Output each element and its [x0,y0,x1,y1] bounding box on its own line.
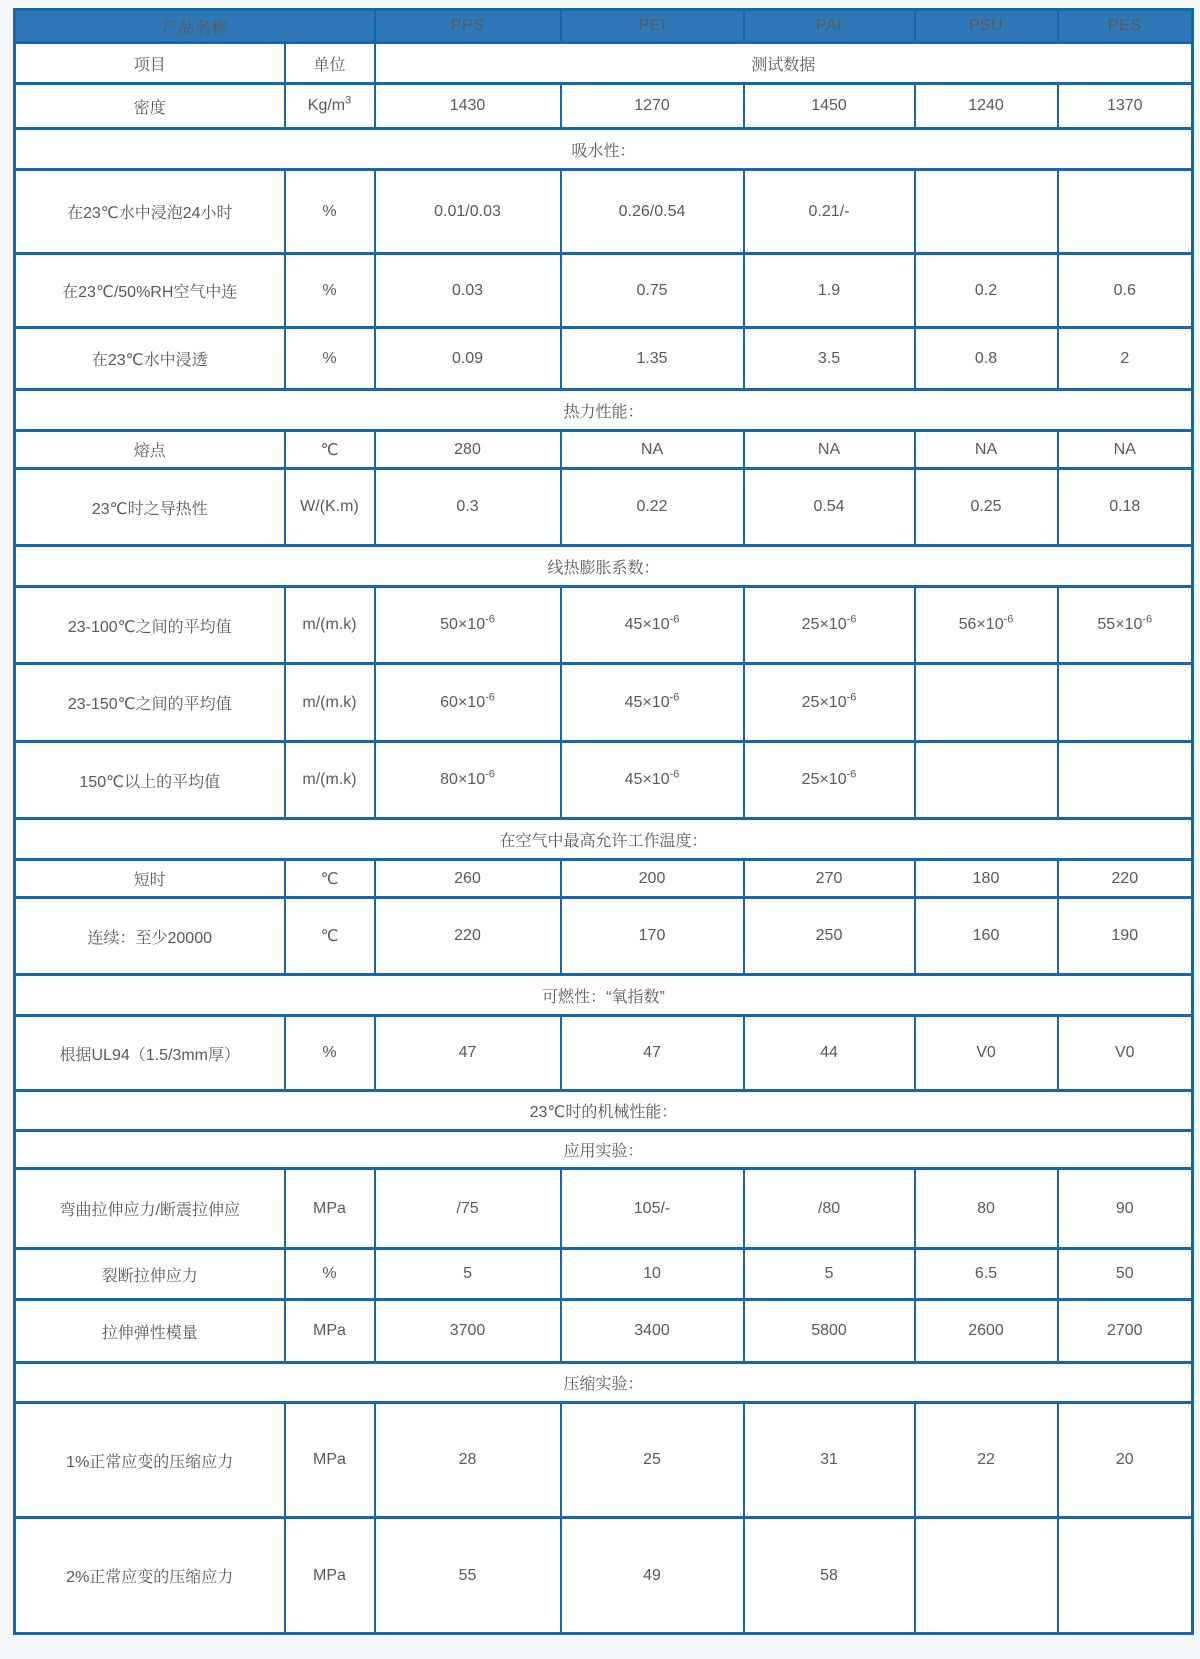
value-cell: 0.01/0.03 [375,170,561,254]
value-cell: /75 [375,1169,561,1249]
value-cell: 0.09 [375,328,561,390]
row-unit: $Kg/m^3$ [285,84,375,129]
section-label: 在空气中最高允许工作温度： [15,819,1193,860]
value-cell: $55\times 10^{-6}$ [1058,587,1193,664]
section-label: 线热膨胀系数： [15,546,1193,587]
data-row [15,1169,1193,1249]
data-row [15,431,1193,469]
value-cell: $25\times 10^{-6}$ [744,742,915,819]
section-header-row [15,129,1193,170]
value-cell: 50 [1058,1249,1193,1300]
table-head [15,10,1193,84]
row-item-label: 23-150℃之间的平均值 [15,664,285,742]
value-cell: 20 [1058,1403,1193,1518]
value-cell [915,742,1058,819]
row-item-label: 连续：至少20000 [15,898,285,975]
row-unit: MPa [285,1300,375,1363]
row-item-label: 在23℃水中浸透 [15,328,285,390]
value-cell: 250 [744,898,915,975]
value-cell: 270 [744,860,915,898]
value-cell: 5 [744,1249,915,1300]
value-cell: NA [561,431,744,469]
value-cell: 1450 [744,84,915,129]
data-row [15,898,1193,975]
value-cell: 5800 [744,1300,915,1363]
row-unit: % [285,328,375,390]
row-unit: W/(K.m) [285,469,375,546]
value-cell: $45\times 10^{-6}$ [561,664,744,742]
value-cell: 49 [561,1518,744,1634]
section-label: 23℃时的机械性能： [15,1091,1193,1131]
section-label: 压缩实验： [15,1363,1193,1403]
value-cell: 220 [1058,860,1193,898]
value-cell [915,1518,1058,1634]
product-col-pps: PPS [375,10,561,43]
value-cell: 44 [744,1016,915,1091]
value-cell [1058,664,1193,742]
value-cell: $25\times 10^{-6}$ [744,664,915,742]
value-cell: 1430 [375,84,561,129]
value-cell: V0 [1058,1016,1193,1091]
table-body [15,84,1193,1634]
data-row [15,742,1193,819]
value-cell: 0.22 [561,469,744,546]
test-data-header: 测试数据 [375,43,1193,84]
value-cell: 58 [744,1518,915,1634]
data-row [15,84,1193,129]
value-cell [1058,1518,1193,1634]
value-cell: 47 [375,1016,561,1091]
value-cell: 180 [915,860,1058,898]
row-item-label: 短时 [15,860,285,898]
value-cell: 0.03 [375,254,561,328]
value-cell: NA [744,431,915,469]
row-item-label: 熔点 [15,431,285,469]
data-row [15,469,1193,546]
row-unit: ℃ [285,860,375,898]
product-col-psu: PSU [915,10,1058,43]
value-cell: $80\times 10^{-6}$ [375,742,561,819]
value-cell: 2 [1058,328,1193,390]
value-cell: 200 [561,860,744,898]
section-header-row [15,975,1193,1016]
row-item-label: 裂断拉伸应力 [15,1249,285,1300]
value-cell: 80 [915,1169,1058,1249]
value-cell: 1240 [915,84,1058,129]
row-item-label: 在23℃水中浸泡24小时 [15,170,285,254]
value-cell: 3700 [375,1300,561,1363]
data-row [15,1249,1193,1300]
value-cell: 170 [561,898,744,975]
value-cell: 260 [375,860,561,898]
value-cell: $45\times 10^{-6}$ [561,742,744,819]
value-cell: 0.18 [1058,469,1193,546]
row-unit: m/(m.k) [285,742,375,819]
row-item-label: 23-100℃之间的平均值 [15,587,285,664]
value-cell: 90 [1058,1169,1193,1249]
product-col-pei: PEI [561,10,744,43]
value-cell: /80 [744,1169,915,1249]
value-cell: 1.9 [744,254,915,328]
row-unit: m/(m.k) [285,587,375,664]
row-item-label: 2%正常应变的压缩应力 [15,1518,285,1634]
data-row [15,254,1193,328]
value-cell [915,170,1058,254]
value-cell: NA [915,431,1058,469]
value-cell: 0.26/0.54 [561,170,744,254]
value-cell: $56\times 10^{-6}$ [915,587,1058,664]
data-row [15,328,1193,390]
data-row [15,1016,1193,1091]
data-row [15,1518,1193,1634]
section-label: 可燃性：“氧指数” [15,975,1193,1016]
section-header-row [15,546,1193,587]
row-item-label: 在23℃/50%RH空气中连 [15,254,285,328]
row-item-label: 23℃时之导热性 [15,469,285,546]
value-cell: $50\times 10^{-6}$ [375,587,561,664]
section-label: 应用实验： [15,1131,1193,1169]
row-unit: % [285,1016,375,1091]
value-cell: 25 [561,1403,744,1518]
row-unit: MPa [285,1403,375,1518]
material-spec-table [13,8,1194,1635]
value-cell: NA [1058,431,1193,469]
product-name-header: 产品名称 [15,10,375,43]
product-col-pes: PES [1058,10,1193,43]
section-header-row [15,819,1193,860]
row-unit: ℃ [285,898,375,975]
value-cell: 31 [744,1403,915,1518]
section-label: 热力性能： [15,390,1193,431]
section-header-row [15,1131,1193,1169]
value-cell: $25\times 10^{-6}$ [744,587,915,664]
value-cell: V0 [915,1016,1058,1091]
value-cell: 28 [375,1403,561,1518]
value-cell: 160 [915,898,1058,975]
value-cell: 3.5 [744,328,915,390]
row-unit: % [285,1249,375,1300]
value-cell: 220 [375,898,561,975]
value-cell [915,664,1058,742]
row-item-label: 1%正常应变的压缩应力 [15,1403,285,1518]
row-item-label: 150℃以上的平均值 [15,742,285,819]
value-cell: 0.3 [375,469,561,546]
value-cell: 55 [375,1518,561,1634]
value-cell: 1.35 [561,328,744,390]
value-cell: 2700 [1058,1300,1193,1363]
value-cell: $60\times 10^{-6}$ [375,664,561,742]
row-unit: MPa [285,1518,375,1634]
value-cell: 0.8 [915,328,1058,390]
value-cell [1058,742,1193,819]
value-cell: 1270 [561,84,744,129]
value-cell: 0.6 [1058,254,1193,328]
section-header-row [15,390,1193,431]
section-label: 吸水性： [15,129,1193,170]
value-cell: 105/- [561,1169,744,1249]
value-cell: 5 [375,1249,561,1300]
value-cell: 3400 [561,1300,744,1363]
row-unit: ℃ [285,431,375,469]
row-unit: % [285,170,375,254]
value-cell: 22 [915,1403,1058,1518]
value-cell: 0.54 [744,469,915,546]
subheader-row [15,43,1193,84]
row-item-label: 弯曲拉伸应力/断震拉伸应 [15,1169,285,1249]
row-unit: MPa [285,1169,375,1249]
value-cell: 2600 [915,1300,1058,1363]
data-row [15,170,1193,254]
value-cell [1058,170,1193,254]
data-row [15,587,1193,664]
data-row [15,1403,1193,1518]
data-row [15,1300,1193,1363]
item-col-header: 项目 [15,43,285,84]
row-item-label: 拉伸弹性模量 [15,1300,285,1363]
data-row [15,860,1193,898]
value-cell: 47 [561,1016,744,1091]
value-cell: 10 [561,1249,744,1300]
value-cell: $45\times 10^{-6}$ [561,587,744,664]
product-header-row [15,10,1193,43]
value-cell: 6.5 [915,1249,1058,1300]
value-cell: 0.25 [915,469,1058,546]
row-item-label: 根据UL94（1.5/3mm厚） [15,1016,285,1091]
section-header-row [15,1363,1193,1403]
value-cell: 1370 [1058,84,1193,129]
value-cell: 280 [375,431,561,469]
value-cell: 190 [1058,898,1193,975]
value-cell: 0.21/- [744,170,915,254]
value-cell: 0.2 [915,254,1058,328]
section-header-row [15,1091,1193,1131]
product-col-pai: PAI [744,10,915,43]
row-unit: % [285,254,375,328]
row-unit: m/(m.k) [285,664,375,742]
value-cell: 0.75 [561,254,744,328]
data-row [15,664,1193,742]
row-item-label: 密度 [15,84,285,129]
unit-col-header: 单位 [285,43,375,84]
